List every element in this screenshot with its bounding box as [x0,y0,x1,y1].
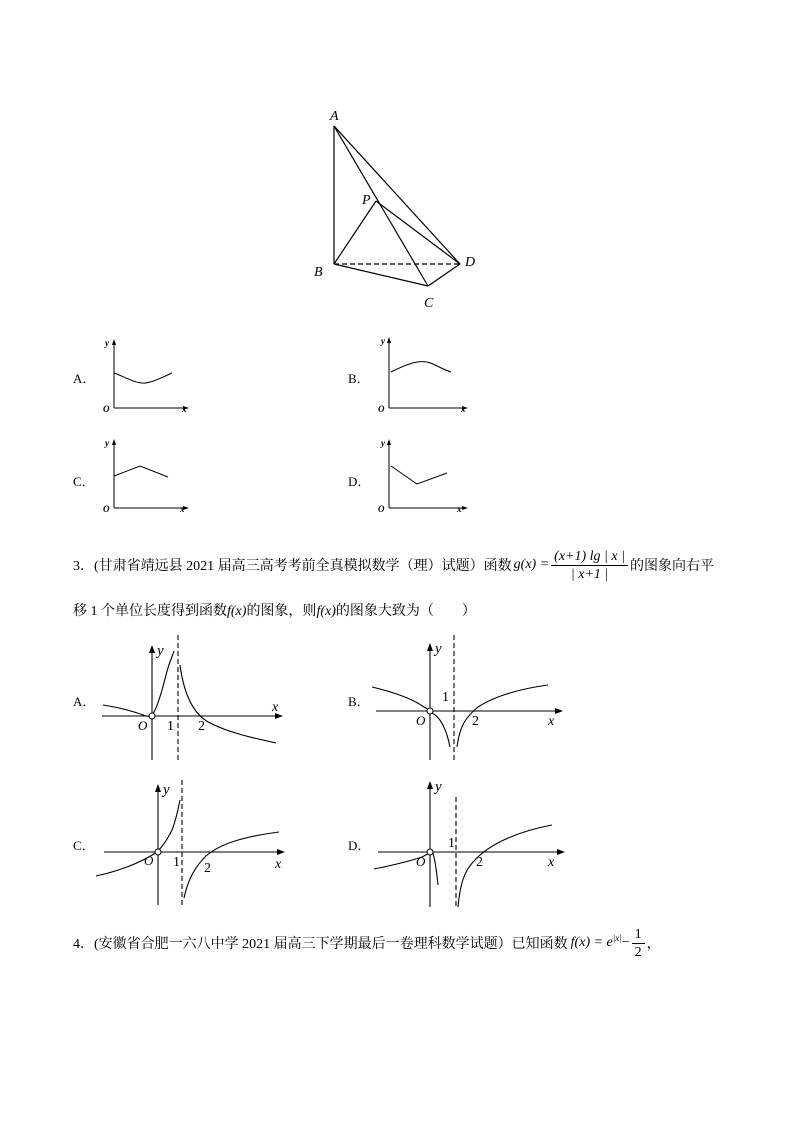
q3-b-right-branch [457,685,548,747]
svg-text:y: y [105,338,109,348]
tetrahedron-figure [300,100,500,315]
svg-text:O: O [378,404,385,414]
edge-bp [334,201,376,264]
q2-option-a-label: A． [73,371,96,386]
svg-text:O: O [138,718,148,733]
edge-cd [428,264,460,286]
svg-text:2: 2 [476,855,483,870]
svg-text:2: 2 [204,861,211,876]
q3-fx2: f(x) [316,604,336,619]
svg-text:O: O [144,853,154,868]
q3-fx1: f(x) [227,604,247,619]
vertex-b-label: B [314,265,323,280]
q3-fraction [551,548,628,583]
q4-func: f(x) = e [570,935,613,950]
q2-a-curve [114,373,172,383]
q2-option-d-label: D． [348,474,371,489]
q2-option-b-label: B． [348,371,370,386]
q3-d-right-branch [458,825,552,907]
svg-text:y: y [381,438,385,448]
svg-text:x: x [180,504,185,514]
q3-line2 [73,600,476,620]
svg-text:1: 1 [173,855,180,870]
svg-text:2: 2 [472,714,479,729]
svg-text:x: x [272,700,279,715]
svg-text:1: 1 [167,719,174,734]
vertex-p-label: P [362,193,371,208]
svg-text:x: x [548,714,555,729]
svg-text:O: O [103,504,110,514]
svg-text:y: y [157,643,164,659]
q2-option-c-graph [98,436,193,516]
q4-minus: − [621,935,630,950]
q2-option-b-graph [373,334,473,416]
q3-option-b-graph [368,635,568,765]
svg-text:x: x [182,404,187,414]
edge-ad [334,126,460,264]
q3-option-a-label: A． [73,694,96,709]
svg-text:O: O [416,713,426,728]
svg-text:y: y [435,641,442,657]
q3-line1 [73,543,714,587]
edge-bc [334,264,428,286]
svg-text:x: x [275,857,282,872]
q3-line2-b: 的图象，则 [246,604,317,619]
q3-prefix: 3．(甘肃省靖远县 2021 届高三高考考前全真模拟数学（理）试题）函数 [73,559,512,574]
svg-text:y: y [105,438,109,448]
q3-option-c-graph [94,780,289,910]
q3-c-left-branch [96,800,180,876]
q2-d-curve [391,466,447,484]
svg-text:2: 2 [198,719,205,734]
q3-frac-numerator: (x+1) lg | x | [551,548,628,566]
svg-text:x: x [457,504,462,514]
svg-text:O: O [416,854,426,869]
q3-option-c-label: C． [73,838,95,853]
q3-option-d-label: D． [348,838,371,853]
vertex-d-label: D [465,255,476,270]
edge-pd [376,201,460,264]
q4-suffix: ， [646,937,661,952]
q3-option-b-label: B． [348,694,370,709]
q3-a-right-branch [180,665,276,743]
q3-c-right-branch [184,832,279,898]
q4-fraction [632,926,645,961]
q2-option-d-graph [373,436,473,516]
q4-frac-denominator: 2 [634,944,642,960]
q2-c-curve [114,466,168,477]
svg-text:y: y [435,779,442,795]
q3-b-left-branch [372,687,450,747]
q3-option-d-graph [370,775,570,913]
q3-line2-a: 移 1 个单位长度得到函数 [73,604,227,619]
svg-text:y: y [163,782,170,798]
q3-a-left-branch [103,651,174,716]
svg-text:O: O [378,504,385,514]
q3-func-g: g(x) = [513,557,550,572]
svg-text:1: 1 [442,690,449,705]
q2-b-curve [391,362,451,372]
q3-frac-denominator: | x+1 | [570,566,609,582]
q3-line2-c: 的图象大致为（ ） [335,604,476,619]
q3-suffix: 的图象向右平 [629,559,714,574]
q3-d-left-branch [374,851,438,885]
q4-exponent: |x| [612,933,622,943]
svg-text:x: x [548,855,555,870]
edge-ac [334,126,428,286]
svg-text:y: y [381,336,385,346]
q4-line1 [73,923,661,963]
vertex-c-label: C [424,296,434,311]
q4-prefix: 4．(安徽省合肥一六八中学 2021 届高三下学期最后一卷理科数学试题）已知函数 [73,937,568,952]
svg-text:x: x [461,404,466,414]
q4-frac-numerator: 1 [632,926,645,944]
vertex-a-label: A [330,109,339,124]
q2-option-a-graph [98,336,193,416]
svg-text:1: 1 [448,836,455,851]
q2-option-c-label: C． [73,474,95,489]
svg-text:O: O [103,404,110,414]
q3-option-a-graph [98,635,288,765]
